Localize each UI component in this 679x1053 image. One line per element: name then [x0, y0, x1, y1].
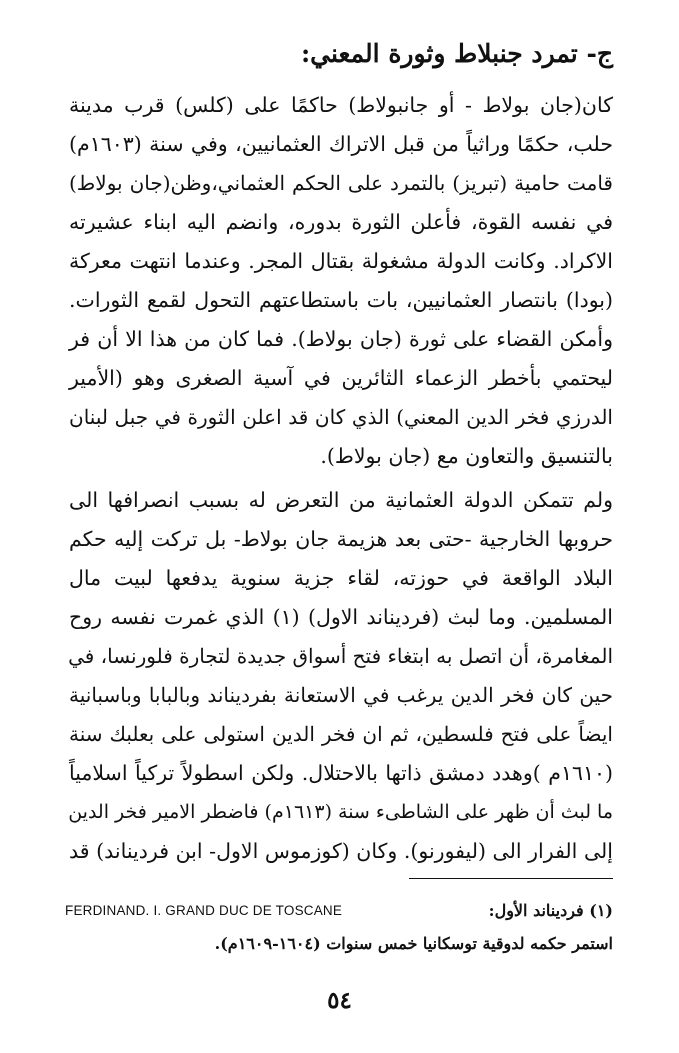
footnote-label: (١) فرديناند الأول:	[488, 901, 613, 920]
footnote-line-2: استمر حكمه لدوقية توسكانيا خمس سنوات (١٦٠٤-١٦٠٩م).	[214, 934, 613, 953]
page-number: ٥٤	[327, 987, 352, 1014]
text-line: الاكراد. وكانت الدولة مشغولة بقتال المجر. وعندما انتهت معركة	[69, 249, 613, 273]
text-line: وأمكن القضاء على ثورة (جان بولاط). فما كان من هذا الا أن فر	[69, 327, 613, 351]
text-line: حروبها الخارجية -حتى بعد هزيمة جان بولاط- بل تركت إليه حكم	[69, 527, 613, 551]
section-heading: ج- تمرد جنبلاط وثورة المعني:	[300, 39, 613, 68]
text-line: حين كان فخر الدين يرغب في الاستعانة بفرديناند وبالبابا وباسبانية	[69, 683, 613, 707]
footnote-line-1	[65, 896, 613, 926]
text-line: ليحتمي بأخطر الزعماء الثائرين في آسية الصغرى وهو (الأمير	[69, 366, 613, 390]
text-line: في نفسه القوة، فأعلن الثورة بدوره، وانضم اليه ابناء عشيرته	[69, 210, 613, 234]
text-line: كان(جان بولاط - أو جانبولاط) حاكمًا على (كلس) قرب مدينة	[69, 93, 613, 117]
text-line: ايضاً على فتح فلسطين، ثم ان فخر الدين استولى على بعلبك سنة	[69, 722, 613, 746]
text-line: (بودا) بانتصار العثمانيين، بات باستطاعتهم التحول لقمع الثورات.	[69, 288, 613, 312]
text-line: بالتنسيق والتعاون مع (جان بولاط).	[320, 444, 613, 468]
paragraph-2	[69, 481, 613, 871]
text-line: ما لبث أن ظهر على الشاطىء سنة (١٦١٣م) فاضطر الامير فخر الدين	[68, 801, 613, 823]
text-line: قامت حامية (تبريز) بالتمرد على الحكم العثماني،وظن(جان بولاط)	[69, 171, 613, 195]
text-line: الدرزي فخر الدين المعني) الذي كان قد اعلن الثورة في جبل لبنان	[69, 405, 613, 429]
footnote-latin-text: FERDINAND. I. GRAND DUC DE TOSCANE	[65, 903, 343, 918]
footnote-divider	[409, 878, 613, 879]
text-line: (١٦١٠م )وهدد دمشق ذاتها بالاحتلال. ولكن اسطولاً تركياً اسلامياً	[69, 761, 613, 785]
text-line: حلب، حكمًا وراثياً من قبل الاتراك العثمانيين، وفي سنة (١٦٠٣م)	[69, 132, 613, 156]
text-line: المغامرة، أن اتصل به ابتغاء فتح أسواق جديدة لتجارة فلورنسا، في	[68, 644, 613, 668]
text-line: ولم تتمكن الدولة العثمانية من التعرض له بسبب انصرافها الى	[69, 488, 613, 512]
paragraph-1	[69, 86, 613, 476]
text-line: إلى الفرار الى (ليفورنو). وكان (كوزموس الاول- ابن فرديناند) قد	[69, 839, 613, 863]
text-line: البلاد الواقعة في حوزته، لقاء جزية سنوية يدفعها لبيت مال	[69, 566, 613, 590]
text-line: المسلمين. وما لبث (فرديناند الاول) (١) الذي غمرت نفسه روح	[69, 605, 613, 629]
